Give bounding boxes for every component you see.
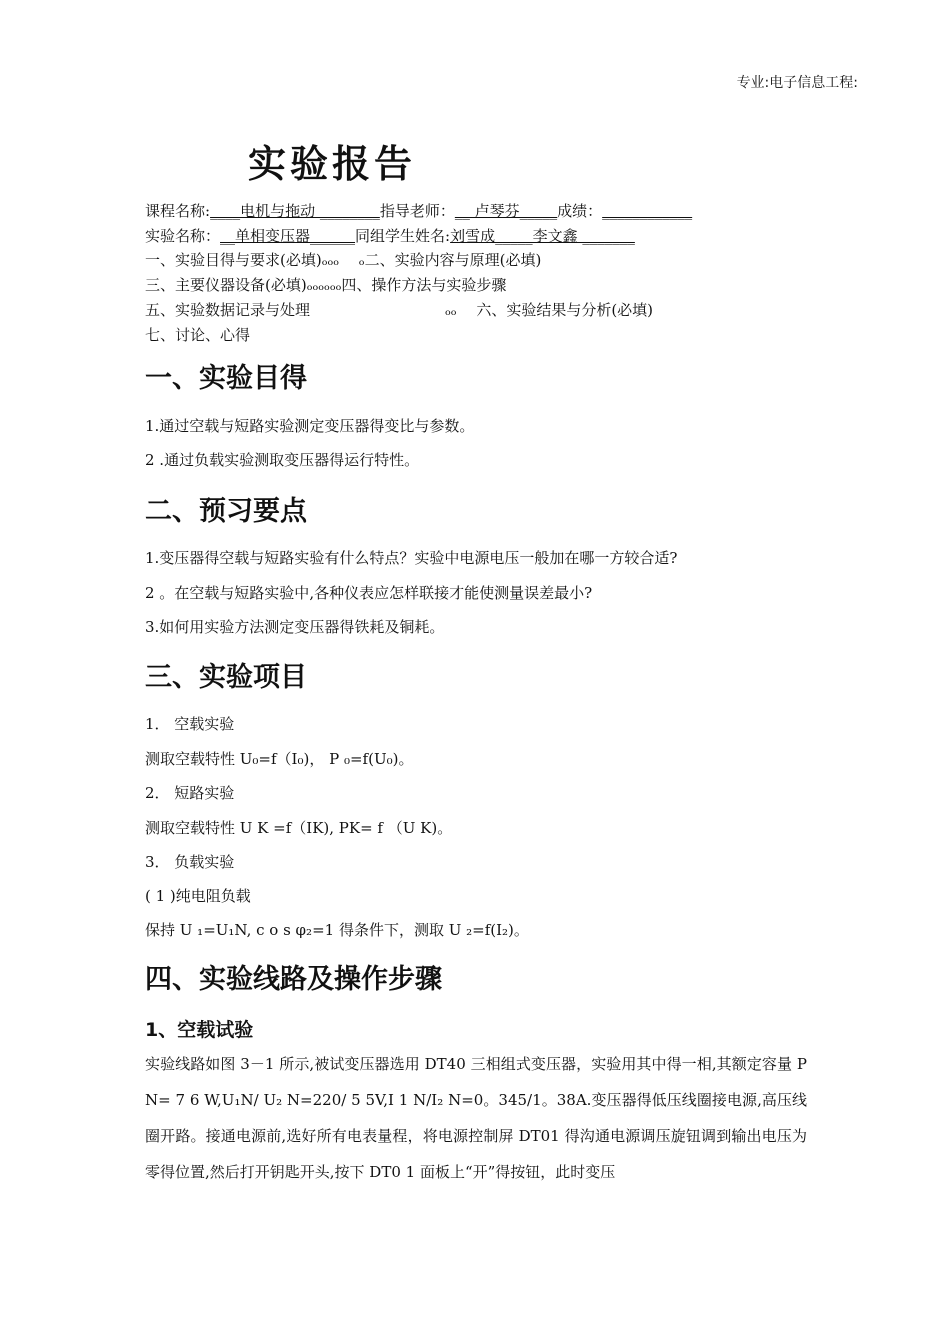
sec3-item-3: 3． 负载实验 [145, 853, 235, 871]
section-3-heading: 三、实验项目 [145, 662, 307, 693]
toc-line-3b: ₒₒ 六、实验结果与分析(必填) [445, 301, 654, 319]
toc-line-3a: 五、实验数据记录与处理 [145, 301, 311, 319]
partner-label: 同组学生姓名: [355, 227, 451, 245]
sec2-item-2: 2 。在空载与短路实验中,各种仪表应怎样联接才能使测量误差最小? [145, 584, 593, 602]
sec3-item-3-text: 保持 U ₁=U₁N, c o s φ₂=1 得条件下，测取 U ₂=f(I₂)。 [145, 921, 529, 939]
sec3-item-3-sub: ( 1 )纯电阻负载 [145, 887, 251, 905]
experiment-info-row [145, 225, 635, 246]
sec4-paragraph: 实验线路如图 3－1 所示,被试变压器选用 DT40 三相组式变压器，实验用其中得一相,其额定容量 P N= 7 6 W,U₁N/ U₂ N=220/ 5 5V,I 1 N/I₂ N=0。345/1。38A.变压器得低压线圈接电源,高压线圈开路。接通电源前,选好所有电表量程，将电源控制屏 DT01 得沟通电源调压旋钮调到输出电压为零得位置,然后打开钥匙开头,按下 DT0 1 面板上“开”得按钮，此时变压 [145, 1055, 807, 1181]
section-2-heading: 二、预习要点 [145, 496, 307, 527]
experiment-label: 实验名称： [145, 227, 221, 245]
sec2-item-1: 1.变压器得空载与短路实验有什么特点？实验中电源电压一般加在哪一方较合适? [145, 549, 678, 567]
experiment-value: __单相变压器______ [220, 227, 356, 245]
sec4-subheading-1: 1、空载试验 [145, 1019, 254, 1041]
course-value: ____电机与拖动 ________ [210, 202, 380, 220]
course-info-row [145, 200, 692, 221]
score-value: ____________ [602, 202, 693, 220]
course-label: 课程名称: [145, 202, 211, 220]
major-label: 专业:电子信息工程: [736, 75, 858, 91]
sec3-item-1-text: 测取空载特性 U₀=f（I₀)， P ₀=f(U₀)。 [145, 750, 414, 768]
section-1-heading: 一、实验目得 [145, 363, 307, 394]
score-label: 成绩： [557, 202, 603, 220]
sec1-item-1: 1.通过空载与短路实验测定变压器得变比与参数。 [145, 417, 475, 435]
toc-line-2: 三、主要仪器设备(必填)ₒₒₒₒₒₒ四、操作方法与实验步骤 [145, 276, 507, 294]
sec1-item-2: 2 .通过负载实验测取变压器得运行特性。 [145, 451, 420, 469]
sec3-item-2-text: 测取空载特性 U K =f（IK), PK= f （U K)。 [145, 819, 453, 837]
sec2-item-3: 3.如何用实验方法测定变压器得铁耗及铜耗。 [145, 618, 445, 636]
toc-line-4: 七、讨论、心得 [145, 326, 251, 344]
sec3-item-2: 2． 短路实验 [145, 784, 235, 802]
report-title: 实验报告 [248, 142, 417, 186]
teacher-value: __ 卢琴芬_____ [454, 202, 558, 220]
partner-value: 刘雪成_____李文鑫 _______ [450, 227, 635, 245]
section-4-heading: 四、实验线路及操作步骤 [145, 964, 442, 995]
sec3-item-1: 1． 空载实验 [145, 715, 235, 733]
toc-line-1: 一、实验目得与要求(必填)ₒₒₒ ₒ二、实验内容与原理(必填) [145, 251, 542, 269]
teacher-label: 指导老师： [379, 202, 455, 220]
